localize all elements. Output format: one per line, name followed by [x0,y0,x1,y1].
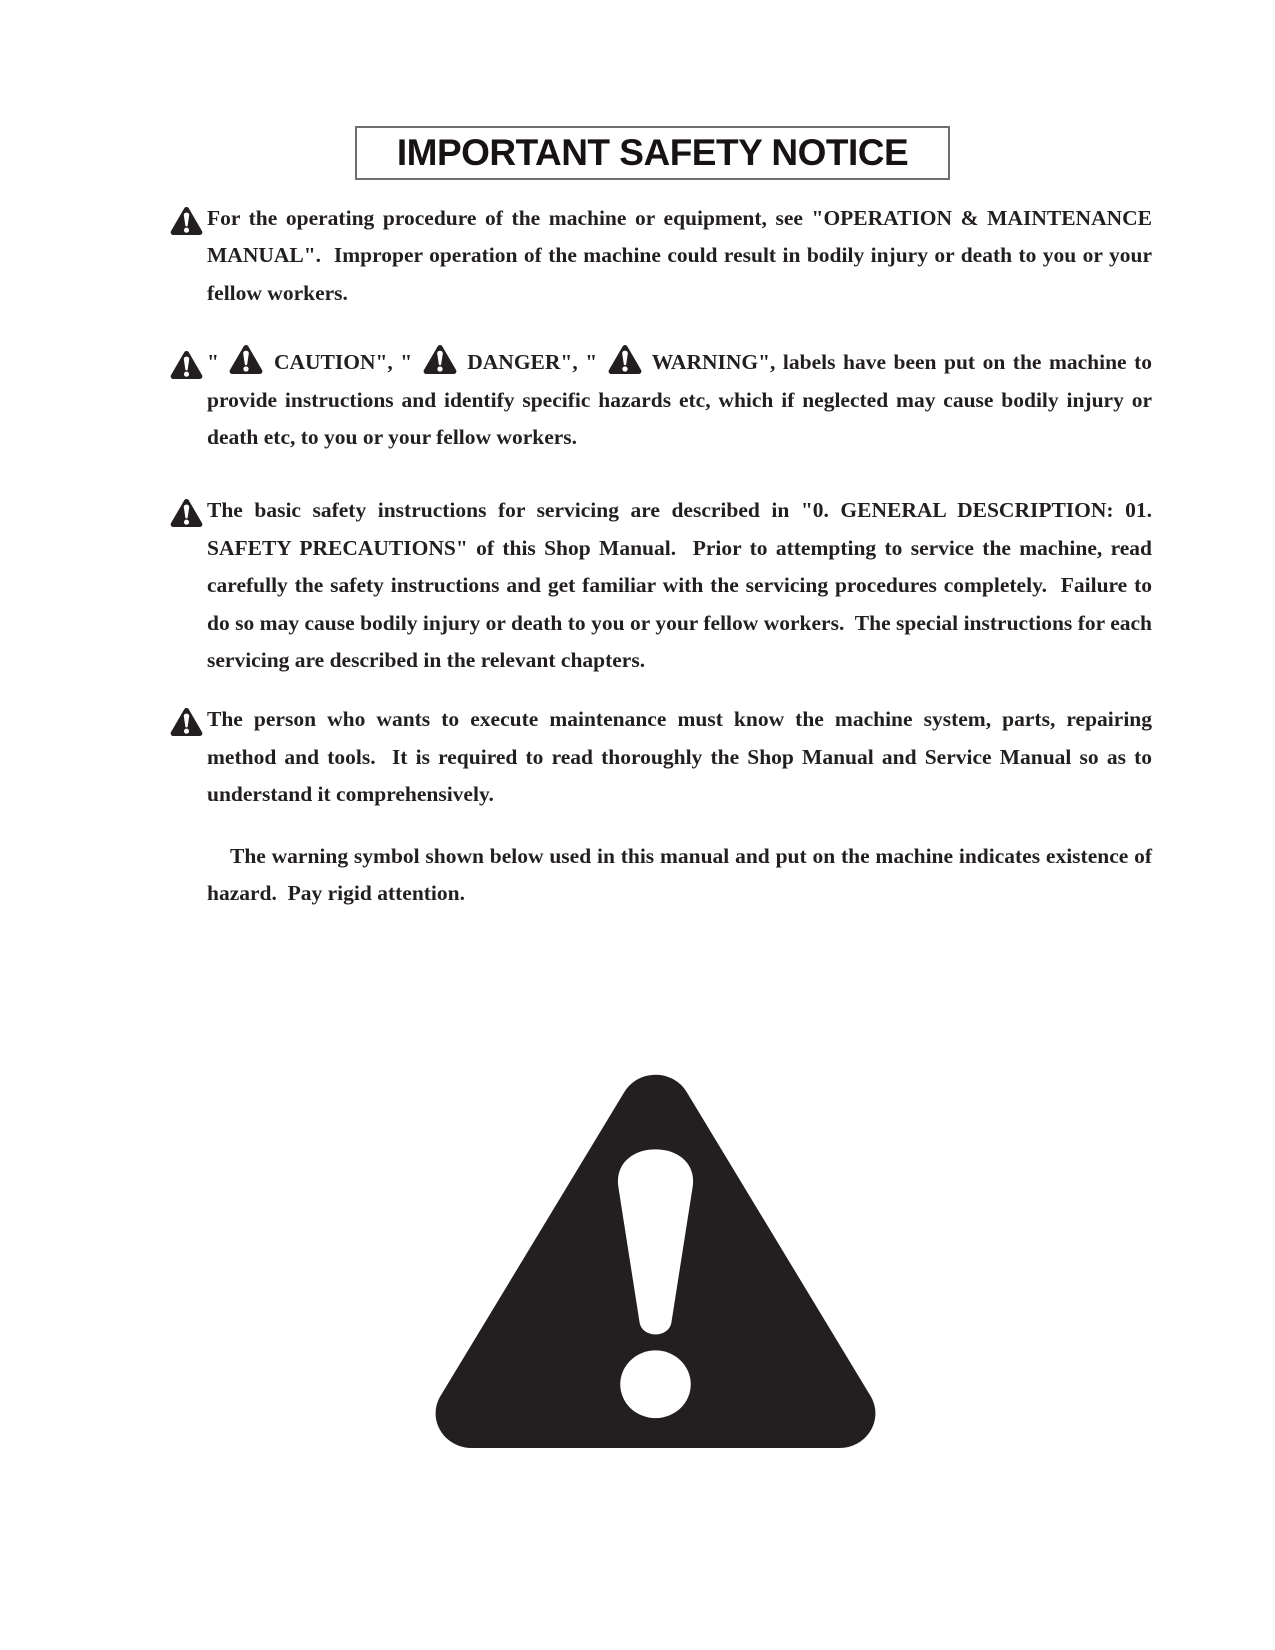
warning-warning-icon [608,344,642,374]
text-segment: DANGER", " [459,350,605,375]
paragraph-warning-symbol-note [170,838,1152,913]
paragraph-text [207,344,1152,456]
paragraph-safety-precautions [170,492,1152,679]
page-title: IMPORTANT SAFETY NOTICE [396,132,909,173]
title-box [355,126,950,180]
hazard-warning-symbol-large-icon [428,1062,883,1448]
text-segment: CAUTION", " [266,350,420,375]
warning-icon [170,492,207,527]
caution-warning-icon [229,344,263,374]
paragraph-maintenance-knowledge [170,701,1152,813]
text-segment: " [207,350,227,375]
paragraph-text: The basic safety instructions for servicing are described in "0. GENERAL DESCRIPTION: 01. SAFETY PRECAUTIONS" of this Shop Manual. Prior to attempting to service the machine, read carefully the safety instructions and get familiar with the servicing procedures completely. Failure to do so may cause bodily injury or death to you or your fellow workers. The special instructions for each servicing are described in the relevant chapters. [207,498,1152,673]
bullet-spacer [170,838,207,844]
danger-warning-icon [423,344,457,374]
warning-icon [170,701,207,736]
warning-icon [170,200,207,235]
paragraph-text: The warning symbol shown below used in this manual and put on the machine indicates existence of hazard. Pay rigid attention. [207,843,1152,906]
warning-icon [170,344,207,379]
paragraph-labels [170,344,1152,456]
paragraph-text: For the operating procedure of the machine or equipment, see "OPERATION & MAINTENANCE MANUAL". Improper operation of the machine could result in bodily injury or death to you or your fellow workers. [207,206,1152,305]
notice-body [170,200,1152,913]
paragraph-text: The person who wants to execute maintenance must know the machine system, parts, repairing method and tools. It is required to read thoroughly the Shop Manual and Service Manual so as to understand it comprehensively. [207,707,1152,807]
paragraph-operation-manual [170,200,1152,312]
text-segment: WARNING", labels have been put on the machine to provide instructions and identify specific hazards etc, which if neglected may cause bodily injury or death etc, to you or your fellow workers. [207,350,1152,450]
